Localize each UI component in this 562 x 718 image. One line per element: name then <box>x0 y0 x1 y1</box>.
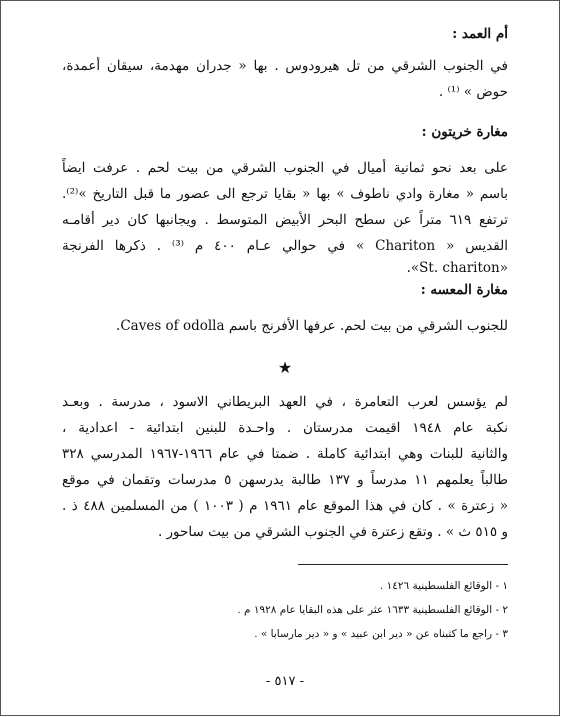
heading-kharitun-cave: مغارة خريتون : <box>421 124 508 140</box>
star-separator-icon: ★ <box>277 358 293 377</box>
page-number: - ٥١٧ - <box>265 674 304 689</box>
heading-umm-al-amad: أم العمد : <box>452 26 508 42</box>
text-line: القديس « Chariton » في حوالي عـام ٤٠٠ م ⁽³⁾ . ذكرها الفرنجة <box>62 238 508 254</box>
text-line: نكبة عام ١٩٤٨ اقيمت مدرستان . واحـدة للبنين ابتدائية - اعدادية ، <box>62 420 508 436</box>
footnote: ٣ - راجع ما كتبناه عن « دير ابن عبيد » و « دير مارسابا » . <box>254 628 508 640</box>
text-line: على بعد نحو ثمانية أميال في الجنوب الشرقي من بيت لحم . عرفت ايضاً <box>62 160 508 176</box>
footnote-rule <box>298 564 508 565</box>
text-line: في الجنوب الشرقي من تل هيرودوس . بها « جدران مهدمة، سيقان أعمدة، <box>62 58 508 74</box>
text-line: «St. chariton». <box>406 260 508 276</box>
footnote: ١ - الوقائع الفلسطينية ١٤٢٦ . <box>379 580 508 592</box>
text-line: « زعترة » . كان في هذا الموقع عام ١٩٦١ م ( ١٠٠٣ ) من المسلمين ٤٨٨ ذ . <box>62 498 508 514</box>
text-line: حوض » ⁽¹⁾ . <box>438 84 508 100</box>
text-line: والثانية للبنات وهي ابتدائية كاملة . ضمتا في عام ١٩٦٦-١٩٦٧ المدرسي ٣٢٨ <box>62 446 508 462</box>
text-line: و ٥١٥ ث » . وتقع زعترة في الجنوب الشرقي من بيت ساحور . <box>157 524 508 540</box>
text-line: طالباً يعلمهم ١١ مدرساً و ١٣٧ طالبة يدرسهن ٥ مدرسات وتقمان في موقع <box>62 472 508 488</box>
text-line: للجنوب الشرقي من بيت لحم. عرفها الأفرنج باسم Caves of odolla. <box>116 318 508 334</box>
heading-maasa-cave: مغارة المعسه : <box>420 282 508 298</box>
text-line: باسم « مغارة وادي ناطوف » بها « بقايا ترجع الى عصور ما قبل التاريخ »⁽²⁾. <box>62 186 508 202</box>
footnote: ٢ - الوقائع الفلسطينية ١٦٣٣ عثر على هذه البقايا عام ١٩٢٨ م . <box>237 604 508 616</box>
text-line: لم يؤسس لعرب التعامرة ، في العهد البريطاني الاسود ، مدرسة . وبعـد <box>62 394 508 410</box>
text-line: ترتفع ٦١٩ متراً عن سطح البحر الأبيض المتوسط . ويجانبها كان دير أقامـه <box>62 212 508 228</box>
